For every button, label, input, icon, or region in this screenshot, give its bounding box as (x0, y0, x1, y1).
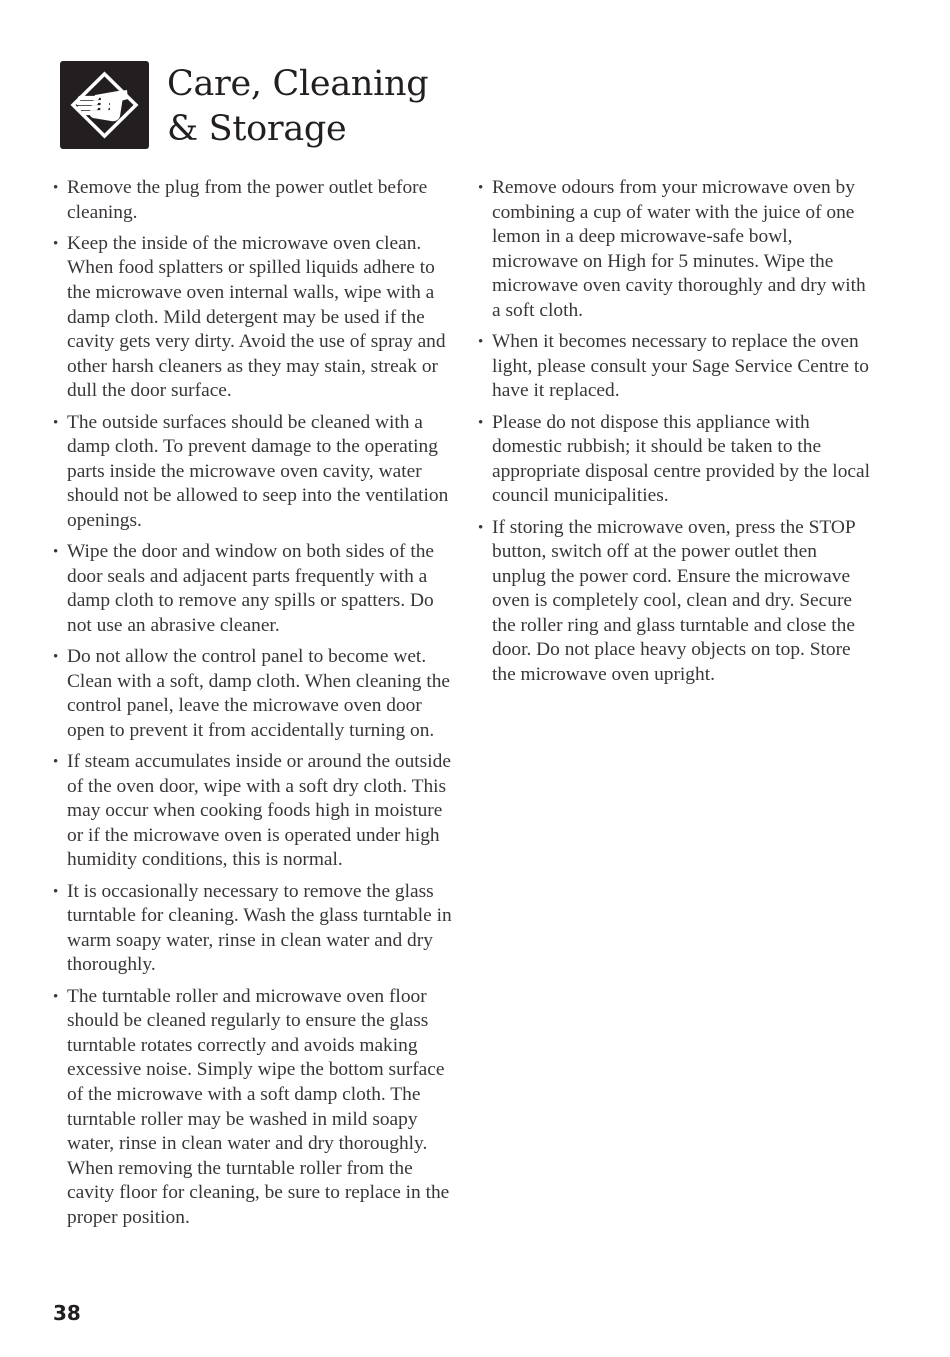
list-item-text: When it becomes necessary to replace the oven light, please consult your Sage Service Centre to have it replaced. (492, 331, 869, 402)
list-item-text: Wipe the door and window on both sides of the door seals and adjacent parts frequently with a damp cloth to remove any spills or spatters. Do not use an abrasive cleaner. (67, 541, 435, 636)
list-item (53, 985, 463, 1231)
list-item-text: The turntable roller and microwave oven floor should be cleaned regularly to ensure the glass turntable rotates correctly and avoids making excessive noise. Simply wipe the bottom surface of the microwave with a soft damp cloth. The turntable roller may be washed in mild soapy water, rinse in clean water and dry thoroughly. When removing the turntable roller from the cavity floor for cleaning, be sure to replace in the proper position. (67, 985, 450, 1228)
list-item-text: Do not allow the control panel to become wet. Clean with a soft, damp cloth. When cleaning the control panel, leave the microwave oven door open to prevent it from accidentally turning on. (67, 646, 451, 741)
list-item (53, 176, 463, 225)
list-item-text: If storing the microwave oven, press the STOP button, switch off at the power outlet then unplug the power cord. Ensure the microwave oven is completely cool, clean and dry. Secure the roller ring and glass turntable and close the door. Do not place heavy objects on top. Store the microwave oven upright. (492, 516, 855, 686)
list-item (53, 232, 463, 404)
bullet-icon: • (53, 235, 59, 252)
list-item-text: It is occasionally necessary to remove the glass turntable for cleaning. Wash the glass turntable in warm soapy water, rinse in clean water and dry thoroughly. (67, 880, 452, 976)
list-item (478, 516, 873, 688)
bullet-icon: • (53, 180, 59, 196)
list-item-text: Please do not dispose this appliance with domestic rubbish; it should be taken to the appropriate disposal centre provided by the local council municipalities. (492, 411, 870, 507)
bullet-icon: • (478, 414, 484, 431)
bullet-icon: • (53, 544, 59, 561)
bullet-icon: • (478, 334, 484, 351)
list-item (53, 540, 463, 638)
right-column-list (478, 176, 873, 694)
list-item-text: Remove the plug from the power outlet before cleaning. (67, 177, 428, 223)
bullet-icon: • (478, 519, 484, 536)
bullet-icon: • (53, 988, 59, 1005)
list-item (478, 176, 873, 324)
page-title-line-1: Care, Cleaning (167, 64, 429, 104)
bullet-icon: • (478, 180, 484, 196)
list-item-text: If steam accumulates inside or around the outside of the oven door, wipe with a soft dry cloth. This may occur when cooking foods high in moisture or if the microwave oven is operated under high humidity conditions, this is normal. (67, 751, 451, 871)
list-item-text: The outside surfaces should be cleaned with a damp cloth. To prevent damage to the operating parts inside the microwave oven cavity, water should not be allowed to seep into the ventilation openings. (67, 411, 449, 531)
list-item-text: Remove odours from your microwave oven by combining a cup of water with the juice of one lemon in a deep microwave-safe bowl, microwave on High for 5 minutes. Wipe the microwave oven cavity thoroughly and dry with a soft cloth. (492, 177, 866, 321)
hand-cleaning-icon (60, 61, 149, 149)
left-column-list (53, 176, 463, 1237)
bullet-icon: • (53, 649, 59, 666)
list-item (53, 880, 463, 978)
list-item (53, 750, 463, 873)
list-item (478, 411, 873, 509)
bullet-icon: • (53, 414, 59, 431)
page-number: 38 (53, 1301, 81, 1325)
list-item-text: Keep the inside of the microwave oven clean. When food splatters or spilled liquids adhere to the microwave oven internal walls, wipe with a damp cloth. Mild detergent may be used if the cavity gets very dirty. Avoid the use of spray and other harsh cleaners as they may stain, streak or dull the door surface. (67, 232, 446, 402)
page-title (167, 62, 428, 152)
page-title-line-2: & Storage (167, 109, 347, 149)
list-item (53, 411, 463, 534)
list-item (53, 645, 463, 743)
list-item (478, 330, 873, 404)
bullet-icon: • (53, 883, 59, 900)
bullet-icon: • (53, 754, 59, 771)
